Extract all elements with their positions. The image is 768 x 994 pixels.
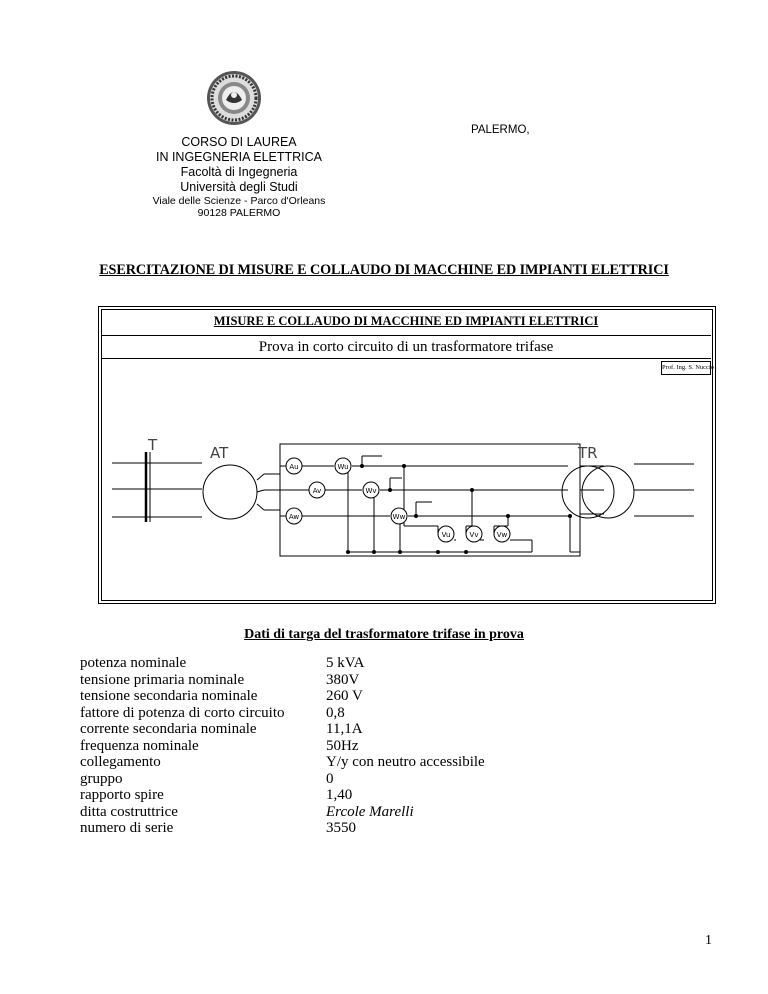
address-line: 90128 PALERMO [197,207,281,219]
rating-label: tensione primaria nominale [80,671,245,688]
rating-label: numero di serie [80,820,174,836]
institution-block [128,135,350,219]
rating-value: Ercole Marelli [326,803,414,820]
ammeter-w-label: Aw [288,513,300,521]
ammeter-v-label: Av [312,487,322,495]
institution-line: Università degli Studi [180,180,298,194]
rating-label: ditta costruttrice [80,803,178,820]
university-seal-icon [206,70,262,126]
supply-label: T [148,436,158,454]
rating-label: fattore di potenza di corto circuito [80,704,285,721]
wattmeter-u-label: Wu [337,463,349,471]
rating-label: frequenza nominale [80,737,199,754]
institution-line: IN INGEGNERIA ELETTRICA [155,150,322,164]
rating-value: 260 V [326,688,363,704]
rating-label: potenza nominale [80,655,187,671]
rating-label: rapporto spire [80,787,164,803]
course-title: MISURE E COLLAUDO DI MACCHINE ED IMPIANTI ELETTRICI [213,314,599,328]
institution-line: Facoltà di Ingegneria [180,165,298,179]
transformer-label: TR [578,444,598,462]
institution-line: CORSO DI LAUREA [181,135,297,149]
rating-label: tensione secondaria nominale [80,688,258,704]
rating-value: 50Hz [326,737,359,754]
autotransformer-label: AT [210,444,229,462]
professor-label: Prof. Ing. S. Nuccio [661,361,711,375]
voltmeter-v-label: Vv [469,531,479,539]
circuit-diagram [104,430,708,570]
wattmeter-w-label: Ww [392,513,406,521]
rating-value: 0 [326,770,334,787]
rating-value: 0,8 [326,704,345,721]
rating-label: collegamento [80,754,161,770]
document-title: ESERCITAZIONE DI MISURE E COLLAUDO DI MACCHINE ED IMPIANTI ELETTRICI [99,262,669,278]
rating-label: gruppo [80,770,123,787]
ratings-title: Dati di targa del trasformatore trifase in prova [244,627,524,642]
rating-value: 380V [326,671,360,688]
address-line: Viale delle Scienze - Parco d'Orleans [152,195,326,207]
subject-row [101,336,711,359]
rating-value: 3550 [326,820,356,836]
rating-value: Y/y con neutro accessibile [326,754,485,770]
rating-value: 1,40 [326,787,353,803]
ammeter-u-label: Au [289,463,299,471]
wattmeter-v-label: Wv [365,487,377,495]
course-row [101,309,711,336]
city-date-line: PALERMO, [471,124,530,136]
subject-title: Prova in corto circuito di un trasformatore trifase [258,339,554,355]
rating-value: 5 kVA [326,655,365,671]
rating-label: corrente secondaria nominale [80,721,257,737]
voltmeter-w-label: Vw [496,531,508,539]
page-number: 1 [705,933,712,948]
voltmeter-u-label: Vu [441,531,451,539]
rating-value: 11,1A [326,721,363,737]
